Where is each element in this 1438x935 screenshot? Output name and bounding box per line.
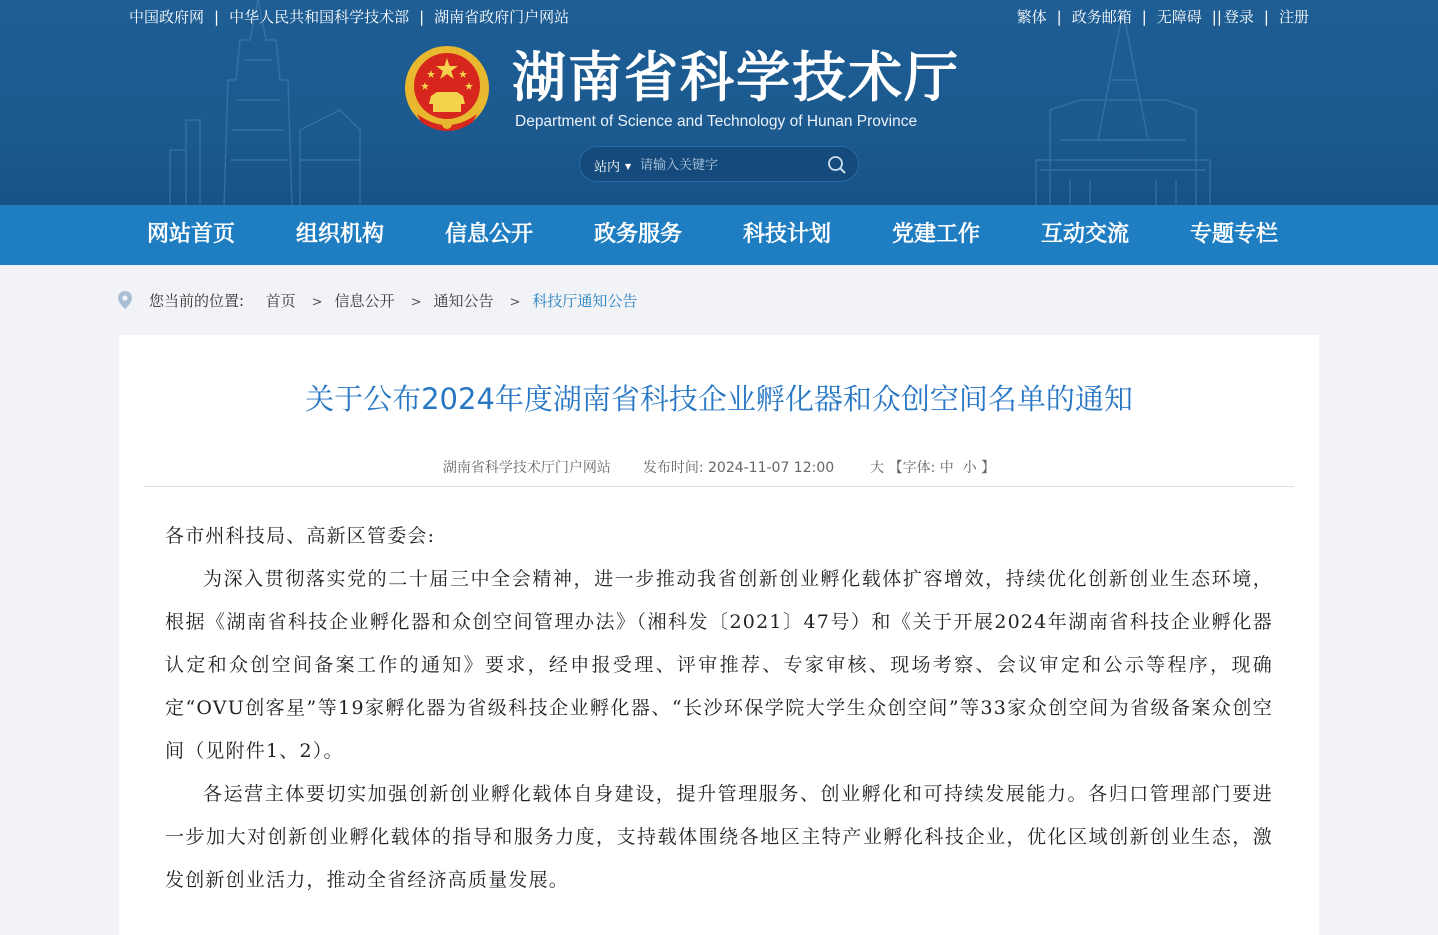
link-traditional-chinese[interactable]: 繁体 (1016, 8, 1047, 26)
link-gov-mail[interactable]: 政务邮箱 (1071, 8, 1132, 26)
link-register[interactable]: 注册 (1278, 8, 1309, 26)
external-links: 中国政府网 | 中华人民共和国科学技术部 | 湖南省政府门户网站 (129, 8, 570, 26)
font-size-medium[interactable]: 中 (939, 460, 954, 476)
top-links-bar (0, 6, 1438, 26)
link-hunan-gov[interactable]: 湖南省政府门户网站 (434, 8, 570, 26)
nav-special-topics[interactable]: 专题专栏 (1190, 222, 1279, 247)
nav-interaction[interactable]: 互动交流 (1041, 222, 1130, 247)
article-meta: 湖南省科学技术厅门户网站 发布时间: 2024-11-07 12:00 大 【字体: 中 小 】 (442, 460, 996, 476)
nav-sci-plans[interactable]: 科技计划 (743, 222, 832, 247)
breadcrumb-home[interactable]: 首页 (265, 292, 296, 310)
font-size-small[interactable]: 小 (962, 460, 977, 476)
search-input[interactable] (640, 155, 820, 175)
caret-down-icon: ▼ (625, 162, 632, 171)
nav-organization[interactable]: 组织机构 (296, 222, 385, 247)
breadcrumb-notices[interactable]: 通知公告 (433, 292, 494, 310)
national-emblem-icon (403, 44, 491, 136)
salutation: 各市州科技局、高新区管委会: (165, 525, 436, 547)
font-size-large[interactable]: 大 【字体: (870, 460, 936, 476)
utility-links: 繁体 | 政务邮箱 | 无障碍 || 登录 | 注册 (1016, 8, 1309, 26)
main-nav (0, 205, 1438, 265)
paragraph-2: 各运营主体要切实加强创新创业孵化载体自身建设，提升管理服务、创业孵化和可持续发展能力。各归口管理部门要进一步加大对创新创业孵化载体的指导和服务力度，支持载体围绕各地区主特产业孵化科技企业，优化区域创新创业生态，激发创新创业活力，推动全省经济高质量发展。 (165, 783, 1273, 891)
article-card (119, 335, 1319, 935)
search-scope-select[interactable]: 站内 ▼ (594, 160, 632, 175)
publish-date: 2024-11-07 12:00 (708, 460, 835, 476)
nav-info-disclosure[interactable]: 信息公开 (445, 222, 534, 247)
publish-date-label: 发布时间: (642, 460, 704, 476)
paragraph-1: 为深入贯彻落实党的二十届三中全会精神，进一步推动我省创新创业孵化载体扩容增效，持续优化创新创业生态环境，根据《湖南省科技企业孵化器和众创空间管理办法》（湘科发〔2021〕47号）和《关于开展2024年湖南省科技企业孵化器认定和众创空间备案工作的通知》要求，经申报受理、评审推荐、专家审核、现场考察、会议审定和公示等程序，现确定“OVU创客星”等19家孵化器为省级科技企业孵化器、“长沙环保学院大学生众创空间”等33家众创空间为省级备案众创空间（见附件1、2）。 (165, 568, 1273, 762)
site-subtitle: Department of Science and Technology of Hunan Province (515, 113, 918, 130)
link-accessibility[interactable]: 无障碍 (1156, 8, 1202, 26)
article-body (165, 515, 1273, 902)
divider (144, 486, 1294, 487)
site-title: 湖南省科学技术厅 (512, 46, 960, 109)
site-header (0, 0, 1438, 205)
search-icon[interactable] (826, 154, 848, 176)
location-pin-icon (118, 291, 132, 309)
breadcrumb-current[interactable]: 科技厅通知公告 (532, 292, 638, 310)
nav-party-building[interactable]: 党建工作 (892, 222, 981, 247)
link-login[interactable]: 登录 (1223, 8, 1254, 26)
article-title: 关于公布2024年度湖南省科技企业孵化器和众创空间名单的通知 (305, 382, 1133, 416)
breadcrumb: 您当前的位置: 首页 > 信息公开 > 通知公告 > 科技厅通知公告 (0, 265, 1438, 335)
link-most[interactable]: 中华人民共和国科学技术部 (229, 8, 410, 26)
breadcrumb-info-disclosure[interactable]: 信息公开 (334, 292, 395, 310)
nav-home[interactable]: 网站首页 (147, 222, 236, 247)
article-source: 湖南省科学技术厅门户网站 (442, 460, 611, 476)
breadcrumb-prefix: 您当前的位置: (149, 292, 245, 310)
nav-gov-services[interactable]: 政务服务 (594, 222, 683, 247)
search-box (579, 146, 859, 182)
link-gov-cn[interactable]: 中国政府网 (129, 8, 205, 26)
